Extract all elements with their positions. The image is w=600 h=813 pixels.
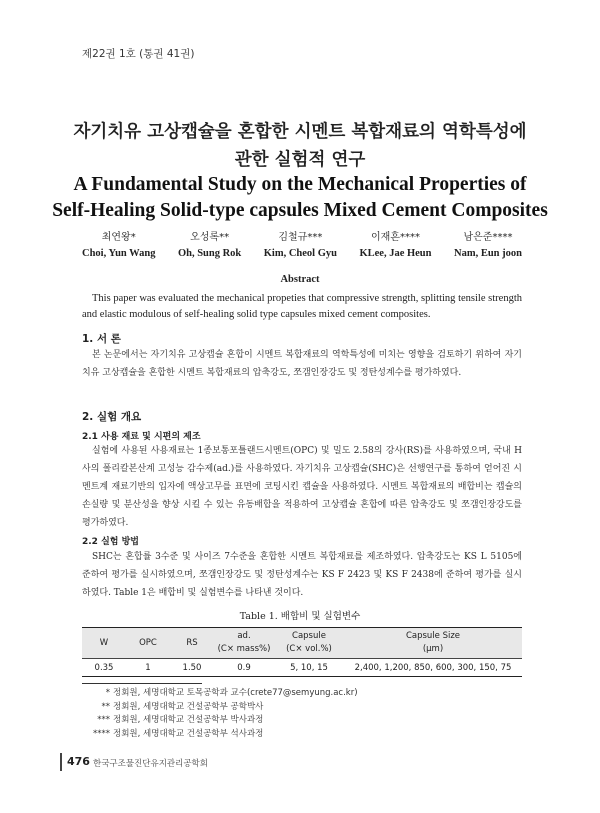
section-heading-overview: 2. 실험 개요: [82, 411, 142, 423]
author-english-name: Oh, Sung Rok: [177, 248, 242, 259]
abstract-body: [82, 291, 522, 323]
footnote-text: 정회원, 세명대학교 토목공학과 교수(crete77@semyung.ac.kr): [113, 688, 358, 698]
footnote-mark: *: [105, 688, 110, 698]
issue-info: 제22권 1호 (통권 41권): [82, 48, 195, 60]
author: [178, 230, 241, 262]
table-cell: 1: [126, 659, 170, 677]
author: [359, 230, 431, 262]
footnote-divider: [82, 683, 202, 684]
author: [454, 230, 522, 262]
society-name: 한국구조물진단유지관리공학회: [93, 759, 208, 769]
table-header-row: [82, 628, 522, 659]
author-korean-name: 오성록**: [190, 232, 230, 243]
section-heading-introduction: 1. 서 론: [82, 333, 121, 345]
table-header-cell: Capsule (C× vol.%): [274, 628, 344, 659]
author-list: [82, 230, 522, 262]
author-korean-name: 이재흔****: [370, 232, 420, 243]
author-english-name: KLee, Jae Heun: [359, 248, 432, 259]
method-text: SHC는 혼합률 3수준 및 사이즈 7수준을 혼합한 시멘트 복합재료를 제조하였다. 압축강도는 KS L 5105에 준하여 평가를 실시하였으며, 쪼갬인장강도 및 정탄성계수는 KS F 2423 및 KS F 2438에 준하여 평가를 실시하였다. Table 1은 배합비 및 실험변수를 나타낸 것이다.: [82, 552, 522, 598]
table-cell: 1.50: [170, 659, 214, 677]
author-english-name: Choi, Yun Wang: [82, 248, 156, 259]
author: [264, 230, 337, 262]
footnotes: [82, 687, 358, 741]
footnote: [82, 701, 358, 715]
author-korean-name: 남은준****: [463, 232, 513, 243]
abstract-heading: Abstract: [280, 274, 320, 285]
author-english-name: Kim, Cheol Gyu: [263, 248, 337, 259]
footnote: [82, 714, 358, 728]
subsection-heading-method: 2.2 실험 방법: [82, 537, 139, 547]
method-paragraph: [82, 548, 522, 602]
author-korean-name: 최연왕*: [101, 232, 136, 243]
korean-title-line1: 자기치유 고상캡슐을 혼합한 시멘트 복합재료의 역학특성에: [73, 122, 527, 142]
author-korean-name: 김철규***: [278, 232, 323, 243]
footer-divider: [60, 753, 62, 771]
english-title-line1: A Fundamental Study on the Mechanical Properties of: [73, 174, 527, 195]
footnote-text: 정회원, 세명대학교 건설공학부 공학박사: [113, 701, 264, 712]
introduction-paragraph: [82, 346, 522, 382]
table-header-cell: RS: [170, 628, 214, 659]
korean-title-line2: 관한 실험적 연구: [234, 150, 366, 170]
table-header-cell: W: [82, 628, 126, 659]
page-number: 476: [67, 755, 90, 768]
footnote: [82, 687, 358, 701]
table-header-cell: Capsule Size (μm): [344, 628, 522, 659]
table-header-cell: OPC: [126, 628, 170, 659]
table-cell: 2,400, 1,200, 850, 600, 300, 150, 75: [344, 659, 522, 677]
footnote-mark: ***: [97, 715, 110, 725]
abstract-text: This paper was evaluated the mechanical propeties that compressive strength, splitting tensile strength and elastic modulous of self-healing solid type capsules mixed cement composites.: [82, 293, 522, 320]
footnote-text: 정회원, 세명대학교 건설공학부 석사과정: [113, 728, 264, 739]
author-english-name: Nam, Eun joon: [453, 248, 522, 259]
footnote-mark: ****: [93, 728, 110, 739]
table-cell: 5, 10, 15: [274, 659, 344, 677]
table-cell: 0.35: [82, 659, 126, 677]
introduction-text: 본 논문에서는 자기치유 고상캡슐 혼합이 시멘트 복합재료의 역학특성에 미치는 영향을 검토하기 위하여 자기치유 고상캡슐을 혼합한 시멘트 복합재료의 압축강도, 쪼갬인장강도 및 정탄성계수를 평가하였다.: [82, 350, 522, 378]
footnote: [82, 728, 358, 742]
table-row: [82, 659, 522, 677]
footnote-text: 정회원, 세명대학교 건설공학부 박사과정: [113, 715, 264, 725]
subsection-heading-materials: 2.1 사용 재료 및 시편의 제조: [82, 432, 201, 442]
author: [82, 230, 155, 262]
footnote-mark: **: [101, 701, 110, 712]
table-caption: Table 1. 배합비 및 실험변수: [239, 611, 361, 622]
materials-paragraph: [82, 442, 522, 532]
english-title: [40, 172, 560, 224]
mix-proportion-table: [82, 627, 522, 677]
table-header-cell: ad. (C× mass%): [214, 628, 274, 659]
english-title-line2: Self-Healing Solid-type capsules Mixed Cement Composites: [52, 200, 548, 221]
korean-title: [40, 118, 560, 174]
materials-text: 실험에 사용된 사용재료는 1종보통포틀랜드시멘트(OPC) 및 밀도 2.58의 강사(RS)를 사용하였으며, 국내 H사의 폴리칼본산계 고성능 감수제(ad.)를 사용하였다. 자기치유 고상캡슐(SHC)은 선행연구를 통하여 얻어진 시멘트계 재료기반의 입자에 액상고무를 표면에 코팅시킨 캡슐을 사용하였다. 시멘트 복합재료의 배합비는 캡슐의 손실량 및 분산성을 향상 시킬 수 있는 유동배합을 적용하여 고상캡슐 혼합에 따른 압축강도 및 쪼갬인장강도를 평가하였다.: [82, 446, 522, 528]
table-cell: 0.9: [214, 659, 274, 677]
